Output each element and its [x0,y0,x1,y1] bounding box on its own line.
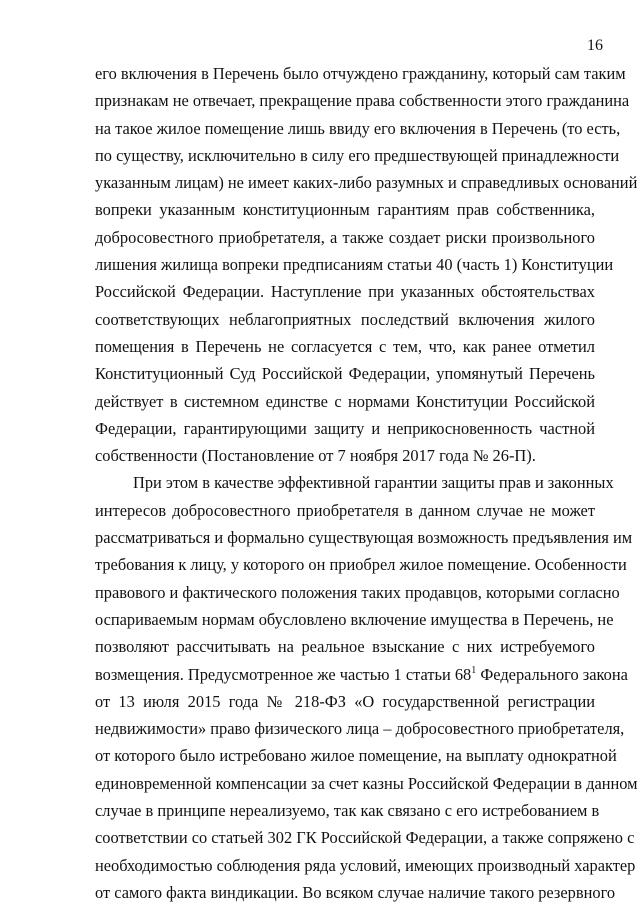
text-line: случае в принципе нереализуемо, так как связано с его истребованием в [95,801,600,821]
text-line: рассматриваться и формально существующая возможность предъявления им [95,528,633,548]
text-segment: Федерального закона [476,664,628,684]
text-line: действует в системном единстве с нормами Конституции Российской [95,391,595,411]
text-line: соответствующих неблагоприятных последствий включения жилого [95,309,595,329]
text-segment: возмещения. Предусмотренное же частью 1 статьи 68 [95,664,472,684]
text-line: необходимостью соблюдения ряда условий, имеющих производный характер [95,855,636,875]
text-line-with-superscript [95,661,628,688]
text-line: интересов добросовестного приобретателя в данном случае не может [95,500,595,520]
paragraph-2 [95,469,638,906]
text-line: Российской Федерации. Наступление при указанных обстоятельствах [95,282,595,302]
text-line: от самого факта виндикации. Во всяком случае наличие такого резервного [95,882,616,902]
text-line: добросовестного приобретателя, а также создает риски произвольного [95,227,595,247]
document-body [95,60,638,906]
text-line: единовременной компенсации за счет казны Российской Федерации в данном [95,773,638,793]
page-number: 16 [587,37,603,54]
text-line: лишения жилища вопреки предписаниям статьи 40 (часть 1) Конституции [95,255,614,275]
text-line: его включения в Перечень было отчуждено гражданину, который сам таким [95,64,626,83]
paragraph-1 [95,60,638,469]
text-line: от 13 июля 2015 года № 218-ФЗ «О государственной регистрации [95,691,595,711]
text-line: Конституционный Суд Российской Федерации, упомянутый Перечень [95,364,595,384]
text-line: недвижимости» право физического лица – добросовестного приобретателя, [95,719,625,739]
text-line: признакам не отвечает, прекращение права собственности этого гражданина [95,91,630,111]
text-line: от которого было истребовано жилое помещение, на выплату однократной [95,746,617,766]
text-line: При этом в качестве эффективной гарантии защиты прав и законных [133,473,614,493]
text-line: на такое жилое помещение лишь ввиду его включения в Перечень (то есть, [95,118,621,138]
text-line: собственности (Постановление от 7 ноября 2017 года № 26-П). [95,446,536,466]
text-line: указанным лицам) не имеет каких-либо разумных и справедливых оснований [95,173,638,193]
text-line: помещения в Перечень не согласуется с тем, что, как ранее отметил [95,336,595,356]
text-line: по существу, исключительно в силу его предшествующей принадлежности [95,145,620,165]
text-line: позволяют рассчитывать на реальное взыскание с них истребуемого [95,637,595,657]
text-line: соответствии со статьей 302 ГК Российской Федерации, а также сопряжено с [95,828,635,848]
text-line: правового и фактического положения таких продавцов, которыми согласно [95,582,620,602]
text-line: требования к лицу, у которого он приобрел жилое помещение. Особенности [95,555,627,575]
text-line: вопреки указанным конституционным гарантиям прав собственника, [95,200,595,220]
superscript: 1 [471,664,477,676]
text-line: Федерации, гарантирующими защиту и неприкосновенность частной [95,418,595,438]
text-line: оспариваемым нормам обусловлено включение имущества в Перечень, не [95,609,614,629]
